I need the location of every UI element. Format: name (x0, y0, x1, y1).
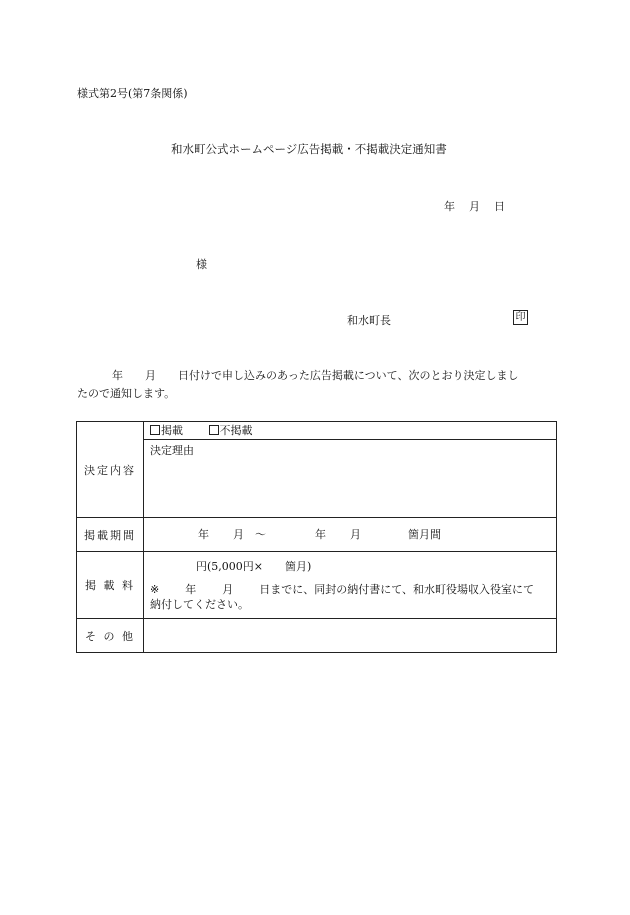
decision-label: 決定内容 (77, 422, 144, 518)
date-line (444, 198, 505, 214)
fee-note-text1: 日までに、同封の納付書にて、和水町役場収入役室にて (259, 583, 534, 596)
fee-note-mark: ※ (150, 583, 160, 596)
decision-reason-label: 決定理由 (150, 444, 194, 457)
period-content[interactable] (144, 518, 557, 552)
form-number: 様式第2号(第7条関係) (77, 87, 188, 100)
period-row (77, 518, 557, 552)
decision-row (77, 422, 557, 518)
fee-note (144, 576, 556, 618)
other-row (77, 619, 557, 653)
decision-table (76, 421, 557, 653)
period-year1: 年 (198, 528, 209, 541)
fee-note-text2: 納付してください。 (150, 598, 249, 611)
fee-amount: 円(5,000円× 箇月) (196, 560, 312, 573)
publish-option-label: 掲載 (161, 424, 183, 437)
decision-content (144, 422, 557, 518)
date-year: 年 (444, 200, 455, 213)
body-year: 年 (112, 369, 123, 382)
fee-label: 掲 載 料 (77, 552, 144, 619)
period-label: 掲載期間 (77, 518, 144, 552)
document-title: 和水町公式ホームページ広告掲載・不掲載決定通知書 (171, 142, 447, 156)
date-day: 日 (494, 200, 505, 213)
not-publish-checkbox[interactable] (209, 425, 219, 435)
notice-body (77, 367, 552, 403)
seal-mark: 印 (513, 310, 528, 325)
addressee-honorific: 様 (196, 258, 207, 271)
fee-content[interactable] (144, 552, 557, 619)
not-publish-option-label: 不掲載 (219, 424, 253, 437)
period-tilde: 〜 (255, 528, 266, 541)
body-text-line2: たので通知します。 (77, 387, 176, 400)
fee-note-month: 月 (222, 583, 234, 596)
issuer-name: 和水町長 (347, 314, 391, 327)
publish-checkbox[interactable] (150, 425, 160, 435)
fee-note-year: 年 (185, 583, 197, 596)
body-text-line1: 日付けで申し込みのあった広告掲載について、次のとおり決定しまし (178, 369, 519, 382)
period-month2: 月 (350, 528, 361, 541)
not-publish-option[interactable] (209, 424, 253, 437)
fee-row (77, 552, 557, 619)
period-year2: 年 (315, 528, 326, 541)
decision-options (144, 422, 556, 440)
other-label: そ の 他 (77, 619, 144, 653)
period-month1: 月 (233, 528, 244, 541)
period-months-unit: 箇月間 (408, 528, 441, 541)
other-content[interactable] (144, 619, 557, 653)
decision-reason-field[interactable] (144, 440, 556, 517)
publish-option[interactable] (150, 424, 183, 437)
body-month: 月 (145, 369, 156, 382)
date-month: 月 (469, 200, 480, 213)
